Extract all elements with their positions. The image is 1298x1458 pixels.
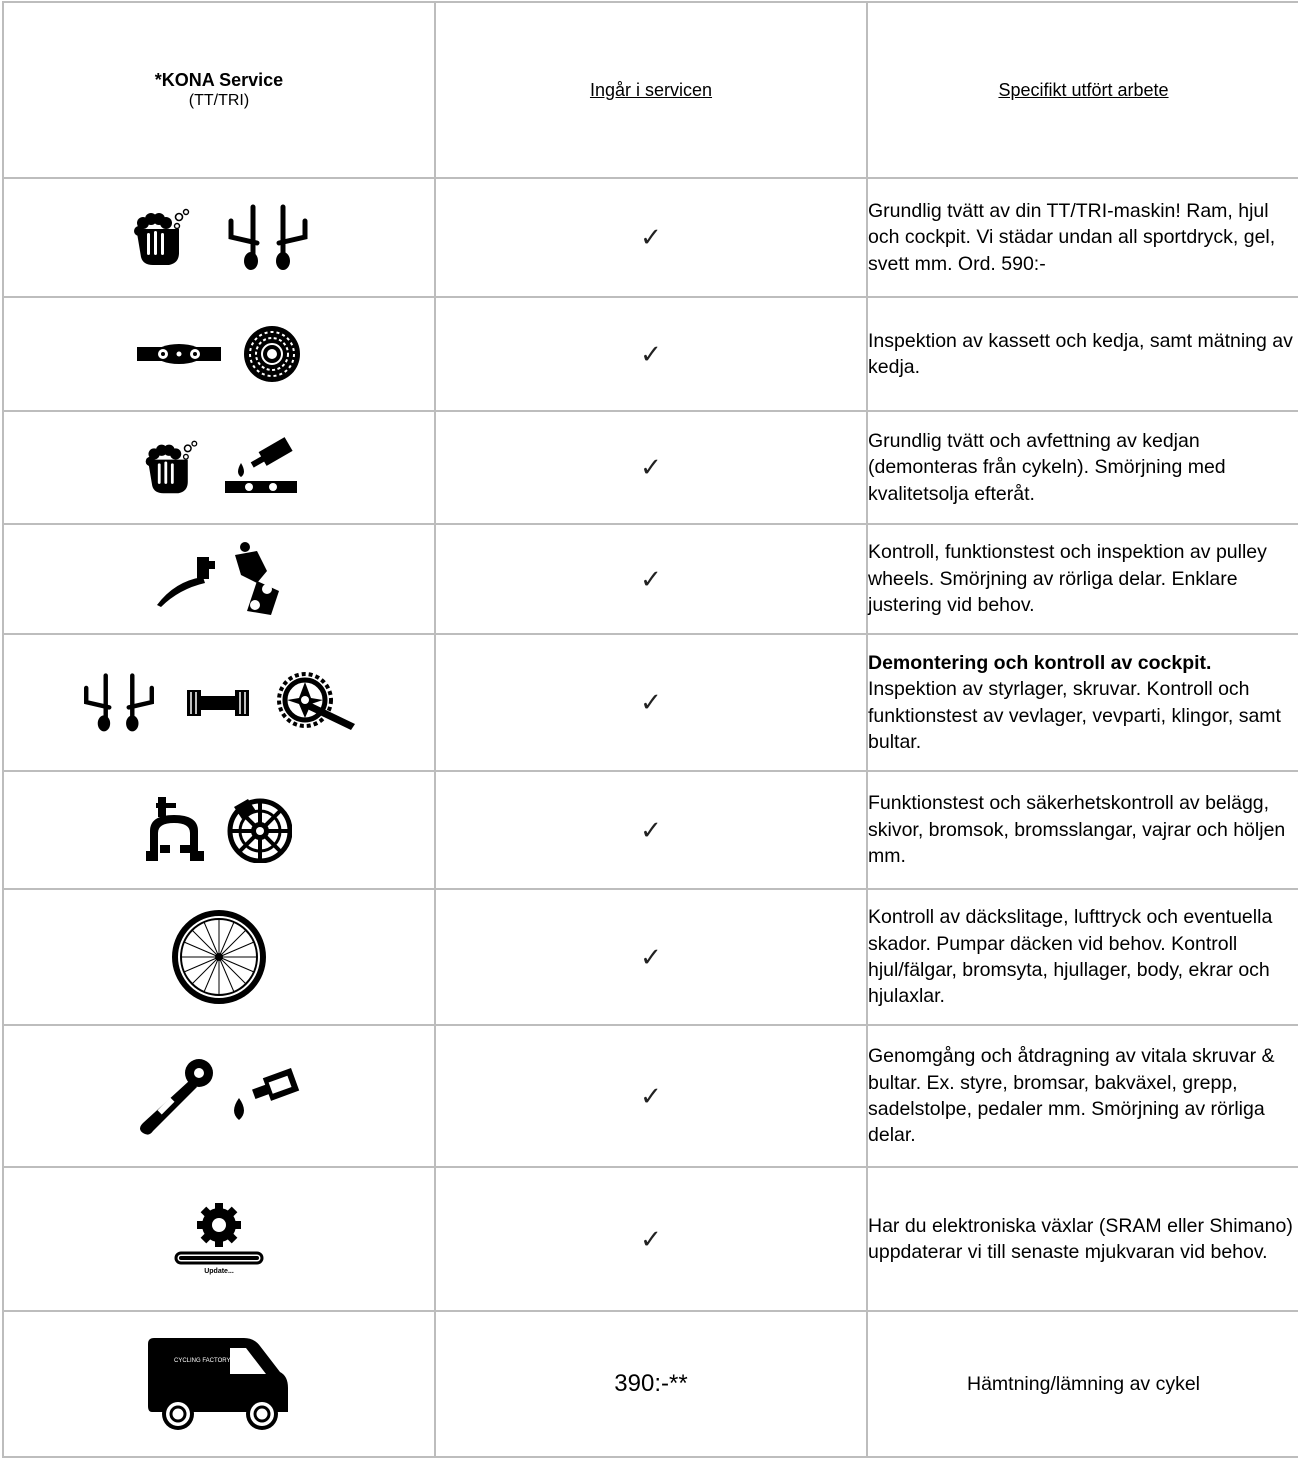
work-column-header: Specifikt utfört arbete xyxy=(998,79,1169,100)
washing-hands-icon xyxy=(141,439,199,497)
table-row xyxy=(3,1311,1298,1457)
included-cell xyxy=(435,524,867,634)
work-description: Kontroll av däckslitage, lufttryck och eventuella skador. Pumpar däcken vid behov. Kontroll hjul/fälgar, bromsyta, hjullager, body, ekrar och hjulaxlar. xyxy=(867,889,1298,1025)
header-included-cell xyxy=(435,2,867,178)
oil-bottle-icon xyxy=(227,1068,303,1124)
included-cell xyxy=(435,1025,867,1167)
icon-cell xyxy=(3,1311,435,1457)
wheel-icon xyxy=(171,909,267,1005)
shift-lever-icon xyxy=(155,551,217,607)
bottom-bracket-icon xyxy=(187,690,249,716)
table-row xyxy=(3,411,1298,524)
work-description: Funktionstest och säkerhetskontroll av belägg, skivor, bromsok, bromsslangar, vajrar och höljen mm. xyxy=(867,771,1298,889)
check-mark: ✓ xyxy=(640,222,662,252)
work-description: Kontroll, funktionstest och inspektion av pulley wheels. Smörjning av rörliga delar. Enklare justering vid behov. xyxy=(867,524,1298,634)
chain-lube-icon xyxy=(225,437,297,499)
table-row xyxy=(3,634,1298,771)
derailleur-icon xyxy=(227,541,283,617)
work-description xyxy=(867,634,1298,771)
firmware-update-icon xyxy=(174,1203,264,1275)
crankset-icon xyxy=(277,672,359,734)
header-work-cell xyxy=(867,2,1298,178)
service-table xyxy=(2,1,1298,1458)
service-title: *KONA Service xyxy=(154,70,284,90)
update-label: Update... xyxy=(204,1268,234,1275)
icon-cell xyxy=(3,524,435,634)
delivery-van-icon xyxy=(148,1336,290,1432)
header-service-cell xyxy=(3,2,435,178)
included-cell xyxy=(435,771,867,889)
check-mark: ✓ xyxy=(640,814,662,845)
included-cell xyxy=(435,1167,867,1311)
check-mark: ✓ xyxy=(640,687,662,717)
rim-brake-icon xyxy=(146,797,204,863)
check-mark: ✓ xyxy=(640,941,662,972)
table-row xyxy=(3,1167,1298,1311)
work-description: Inspektion av kassett och kedja, samt mätning av kedja. xyxy=(867,297,1298,411)
included-cell xyxy=(435,1311,867,1457)
work-description: Grundlig tvätt och avfettning av kedjan (demonteras från cykeln). Smörjning med kvalitetsolja efteråt. xyxy=(867,411,1298,524)
check-mark: ✓ xyxy=(640,1080,662,1111)
work-description: Grundlig tvätt av din TT/TRI-maskin! Ram, hjul och cockpit. Vi städar undan all sportdryck, gel, svett mm. Ord. 590:- xyxy=(867,178,1298,297)
check-mark: ✓ xyxy=(640,563,662,594)
work-description-bold: Demontering och kontroll av cockpit. xyxy=(868,651,1212,674)
icon-cell xyxy=(3,297,435,411)
work-description: Har du elektroniska växlar (SRAM eller Shimano) uppdaterar vi till senaste mjukvaran vid behov. xyxy=(867,1167,1298,1311)
icon-cell xyxy=(3,1167,435,1311)
included-cell xyxy=(435,634,867,771)
included-column-header: Ingår i servicen xyxy=(589,79,713,100)
check-mark: ✓ xyxy=(640,338,662,369)
icon-cell xyxy=(3,411,435,524)
work-description: Hämtning/lämning av cykel xyxy=(867,1311,1298,1457)
washing-hands-icon xyxy=(129,207,191,269)
table-row xyxy=(3,178,1298,297)
disc-brake-icon xyxy=(226,797,292,863)
table-row xyxy=(3,889,1298,1025)
table-row xyxy=(3,771,1298,889)
icon-cell xyxy=(3,634,435,771)
check-mark: ✓ xyxy=(640,452,662,482)
check-mark: ✓ xyxy=(640,1223,662,1254)
table-row xyxy=(3,524,1298,634)
aero-handlebar-icon xyxy=(227,203,309,273)
cassette-icon xyxy=(243,325,301,383)
included-cell xyxy=(435,411,867,524)
icon-cell xyxy=(3,889,435,1025)
work-description-text: Inspektion av styrlager, skruvar. Kontroll och funktionstest av vevlager, vevparti, klingor, samt bultar. xyxy=(868,678,1281,753)
work-description: Genomgång och åtdragning av vitala skruvar & bultar. Ex. styre, bromsar, bakväxel, grepp, sadelstolpe, pedaler mm. Smörjning av rörliga delar. xyxy=(867,1025,1298,1167)
included-cell xyxy=(435,889,867,1025)
chain-link-icon xyxy=(137,344,221,364)
included-cell xyxy=(435,178,867,297)
pickup-price: 390:-** xyxy=(614,1370,688,1397)
van-logo-text: CYCLING FACTORY xyxy=(174,1358,231,1364)
icon-cell xyxy=(3,1025,435,1167)
aero-handlebar-icon xyxy=(79,672,159,734)
included-cell xyxy=(435,297,867,411)
service-subtitle: (TT/TRI) xyxy=(188,92,250,109)
table-row xyxy=(3,1025,1298,1167)
header-row xyxy=(3,2,1298,178)
table-row xyxy=(3,297,1298,411)
icon-cell xyxy=(3,771,435,889)
torque-wrench-icon xyxy=(135,1057,217,1135)
icon-cell xyxy=(3,178,435,297)
